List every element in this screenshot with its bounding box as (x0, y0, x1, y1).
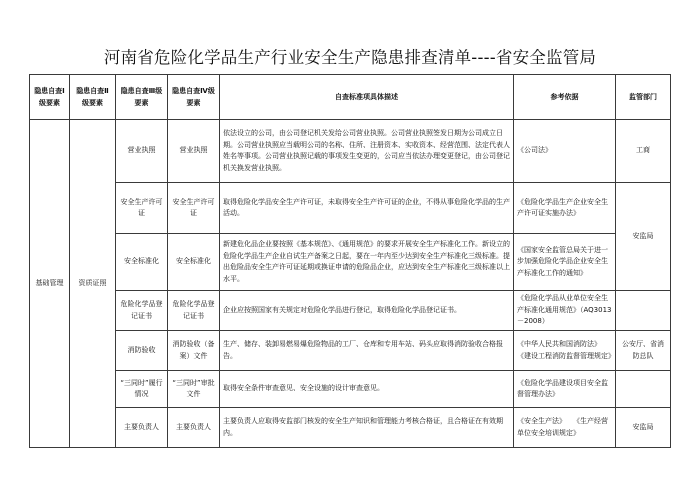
page-title: 河南省危险化学品生产行业安全生产隐患排查清单----省安全监管局 (103, 48, 597, 67)
level3-cell: 危险化学品登记证书 (116, 291, 168, 331)
description-cell: 新建危化品企业要按照《基本规范》、《通用规范》的要求开展安全生产标准化工作。新设立的危险化学品生产企业自试生产备案之日起，要在一年内至少达到安全生产标准化三级标准。提出危险品安全生产许可证延期或换证申请的危险品企业，应达到安全生产标准化三级标准以上水平。 (220, 234, 514, 291)
header-level4: 隐患自查Ⅳ级要素 (168, 75, 220, 120)
department-cell: 工商 (616, 120, 671, 183)
header-level3: 隐患自查Ⅲ级要素 (116, 75, 168, 120)
description-cell: 生产、储存、装卸易燃易爆危险物品的工厂、仓库和专用车站、码头应取得消防验收合格报告。 (220, 331, 514, 371)
level3-cell: 消防验收 (116, 331, 168, 371)
table-row (30, 183, 671, 234)
table-row (30, 408, 671, 448)
level1-cell: 基础管理 (30, 120, 70, 448)
reference-cell: 《安全生产法》 《生产经营单位安全培训规定》 (514, 408, 616, 448)
reference-cell: 《危险化学品从业单位安全生产标准化通用规范》（AQ3013－2008） (514, 291, 616, 331)
description-cell: 主要负责人应取得安监部门核发的安全生产知识和管理能力考核合格证，且合格证在有效期内。 (220, 408, 514, 448)
header-department: 监管部门 (616, 75, 671, 120)
header-description: 自查标准项具体描述 (220, 75, 514, 120)
level4-cell: 危险化学品登记证书 (168, 291, 220, 331)
reference-cell: 《危险化学品生产企业安全生产许可证实施办法》 (514, 183, 616, 234)
table-row (30, 371, 671, 408)
level4-cell: 安全生产许可证 (168, 183, 220, 234)
department-cell: 安监局 (616, 183, 671, 291)
level4-cell: 安全标准化 (168, 234, 220, 291)
reference-cell: 《公司法》 (514, 120, 616, 183)
table-row (30, 331, 671, 371)
reference-cell: 《危险化学品建设项目安全监督管理办法》 (514, 371, 616, 408)
level3-cell: 安全标准化 (116, 234, 168, 291)
level4-cell: 消防验收（备案）文件 (168, 331, 220, 371)
level4-cell: 主要负责人 (168, 408, 220, 448)
reference-cell: 《中华人民共和国消防法》 《建设工程消防监督管理规定》 (514, 331, 616, 371)
description-cell: 取得安全条件审查意见、安全设施的设计审查意见。 (220, 371, 514, 408)
level3-cell: “三同时”履行情况 (116, 371, 168, 408)
level2-cell: 资质证照 (70, 120, 116, 448)
level4-cell: 营业执照 (168, 120, 220, 183)
table-row (30, 234, 671, 291)
department-cell: 安监局 (616, 408, 671, 448)
level3-cell: 主要负责人 (116, 408, 168, 448)
department-cell (616, 371, 671, 408)
department-cell (616, 291, 671, 331)
department-cell: 公安厅、省消防总队 (616, 331, 671, 371)
header-level1: 隐患自查Ⅰ级要素 (30, 75, 70, 120)
description-cell: 取得危险化学品安全生产许可证，未取得安全生产许可证的企业，不得从事危险化学品的生产活动。 (220, 183, 514, 234)
header-reference: 参考依据 (514, 75, 616, 120)
table-row (30, 291, 671, 331)
description-cell: 依法设立的公司，由公司登记机关发给公司营业执照。公司营业执照签发日期为公司成立日期。公司营业执照应当载明公司的名称、住所、注册资本、实收资本、经营范围、法定代表人姓名等事项。公司营业执照记载的事项发生变更的，公司应当依法办理变更登记，由公司登记机关换发营业执照。 (220, 120, 514, 183)
reference-cell: 《国家安全监管总局关于进一步加强危险化学品企业安全生产标准化工作的通知》 (514, 234, 616, 291)
level4-cell: “三同时”审批文件 (168, 371, 220, 408)
description-cell: 企业应按照国家有关规定对危险化学品进行登记，取得危险化学品登记证书。 (220, 291, 514, 331)
level3-cell: 营业执照 (116, 120, 168, 183)
hazard-checklist-table (29, 74, 671, 448)
table-row (30, 120, 671, 183)
level3-cell: 安全生产许可证 (116, 183, 168, 234)
header-row (30, 75, 671, 120)
header-level2: 隐患自查Ⅱ级要素 (70, 75, 116, 120)
